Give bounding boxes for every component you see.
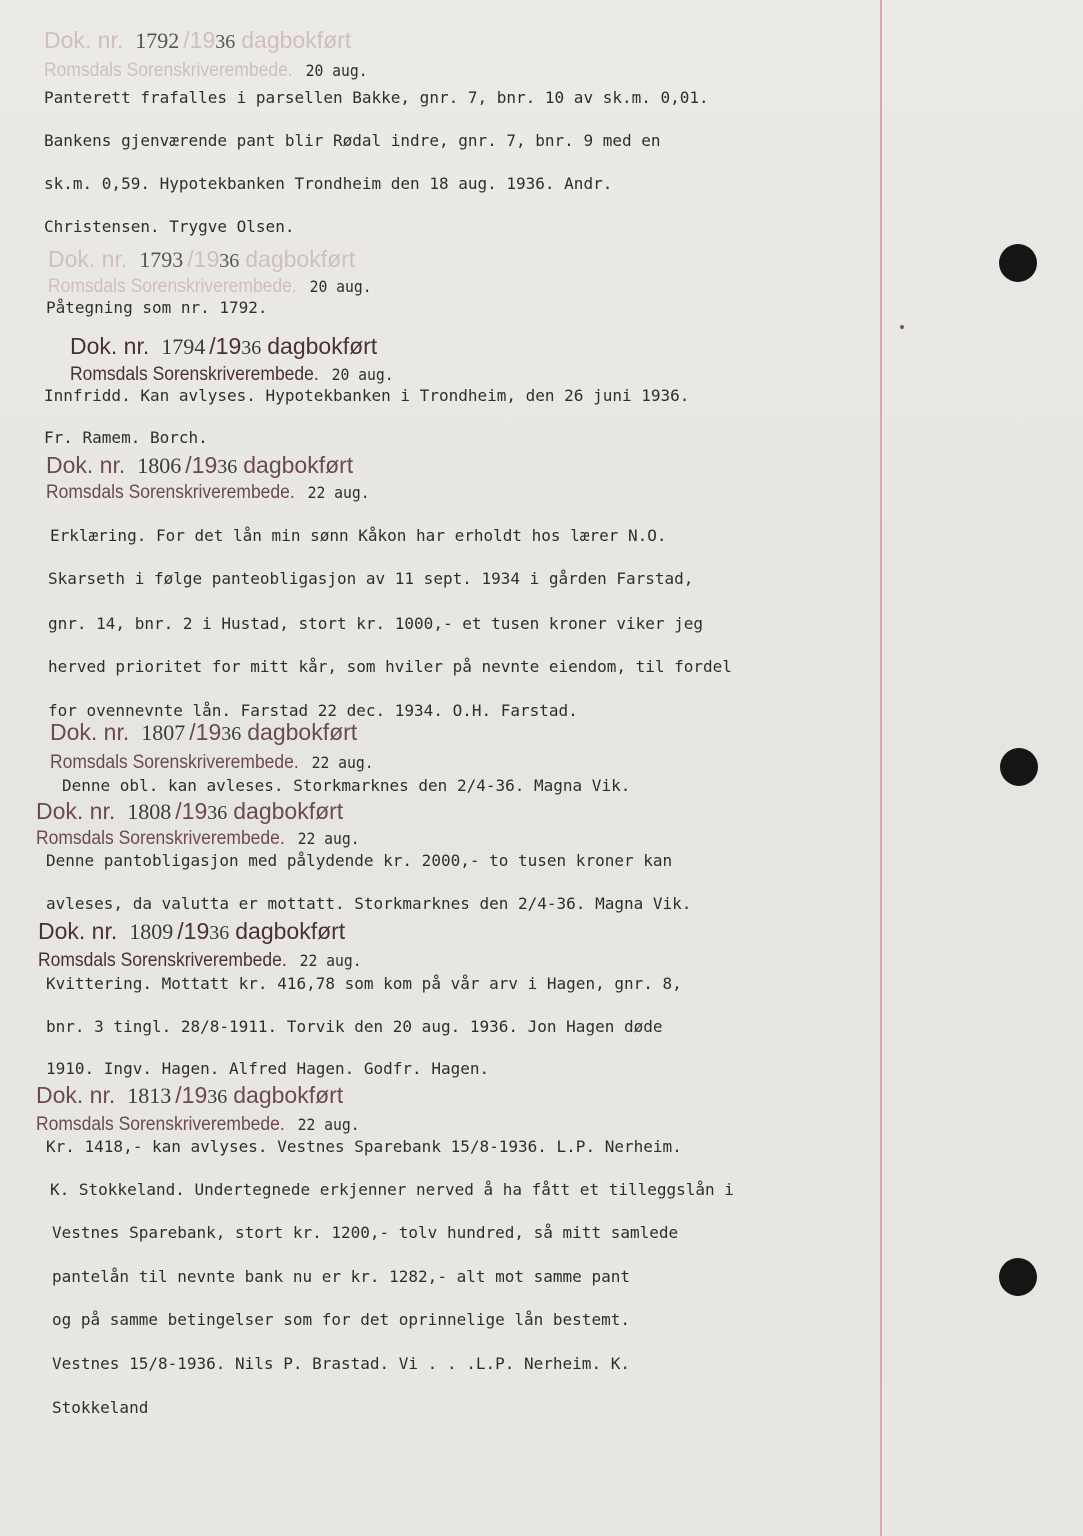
text-line: Denne obl. kan avleses. Storkmarknes den 2/4-36. Magna Vik. — [62, 776, 631, 795]
stamp-doc-nr: Dok. nr. 1808 /1936 dagbokført — [36, 798, 344, 824]
ink-dot — [900, 325, 904, 329]
stamp-doc-nr: Dok. nr. 1813 /1936 dagbokført — [36, 1082, 344, 1108]
text-line: Innfridd. Kan avlyses. Hypotekbanken i Trondheim, den 26 juni 1936. — [44, 386, 690, 405]
stamp-office: Romsdals Sorenskriverembede. 22 aug. — [36, 1114, 360, 1135]
text-line: Stokkeland — [52, 1398, 149, 1417]
text-line: for ovennevnte lån. Farstad 22 dec. 1934. O.H. Farstad. — [48, 701, 578, 720]
punch-hole — [1000, 748, 1038, 786]
stamp-doc-nr: Dok. nr. 1792 /1936 dagbokført — [44, 27, 352, 53]
stamp-office: Romsdals Sorenskriverembede. 20 aug. — [70, 364, 394, 385]
stamp-office: Romsdals Sorenskriverembede. 20 aug. — [44, 60, 368, 81]
text-line: sk.m. 0,59. Hypotekbanken Trondheim den 18 aug. 1936. Andr. — [44, 174, 613, 193]
text-line: Denne pantobligasjon med pålydende kr. 2000,- to tusen kroner kan — [46, 851, 673, 870]
stamp-doc-nr: Dok. nr. 1793 /1936 dagbokført — [48, 246, 356, 272]
text-line: Christensen. Trygve Olsen. — [44, 217, 295, 236]
stamp-doc-nr: Dok. nr. 1806 /1936 dagbokført — [46, 452, 354, 478]
stamp-doc-nr: Dok. nr. 1794 /1936 dagbokført — [70, 333, 378, 359]
text-line: Panterett frafalles i parsellen Bakke, gnr. 7, bnr. 10 av sk.m. 0,01. — [44, 88, 709, 107]
stamp-office: Romsdals Sorenskriverembede. 22 aug. — [46, 482, 370, 503]
stamp-office: Romsdals Sorenskriverembede. 22 aug. — [38, 950, 362, 971]
text-line: herved prioritet for mitt kår, som hviler på nevnte eiendom, til fordel — [48, 657, 732, 676]
text-line: avleses, da valutta er mottatt. Storkmarknes den 2/4-36. Magna Vik. — [46, 894, 692, 913]
text-line: 1910. Ingv. Hagen. Alfred Hagen. Godfr. Hagen. — [46, 1059, 490, 1078]
text-line: Vestnes 15/8-1936. Nils P. Brastad. Vi . . .L.P. Nerheim. K. — [52, 1354, 630, 1373]
text-line: Erklæring. For det lån min sønn Kåkon har erholdt hos lærer N.O. — [50, 526, 667, 545]
margin-rule — [880, 0, 882, 1536]
text-line: Kr. 1418,- kan avlyses. Vestnes Sparebank 15/8-1936. L.P. Nerheim. — [46, 1137, 682, 1156]
stamp-office: Romsdals Sorenskriverembede. 22 aug. — [36, 828, 360, 849]
stamp-office: Romsdals Sorenskriverembede. 22 aug. — [50, 752, 374, 773]
text-line: Fr. Ramem. Borch. — [44, 428, 208, 447]
text-line: bnr. 3 tingl. 28/8-1911. Torvik den 20 aug. 1936. Jon Hagen døde — [46, 1017, 663, 1036]
punch-hole — [999, 1258, 1037, 1296]
text-line: gnr. 14, bnr. 2 i Hustad, stort kr. 1000,- et tusen kroner viker jeg — [48, 614, 704, 633]
text-line: Påtegning som nr. 1792. — [46, 298, 268, 317]
text-line: pantelån til nevnte bank nu er kr. 1282,- alt mot samme pant — [52, 1267, 630, 1286]
stamp-doc-nr: Dok. nr. 1809 /1936 dagbokført — [38, 918, 346, 944]
punch-hole — [999, 244, 1037, 282]
text-line: Bankens gjenværende pant blir Rødal indre, gnr. 7, bnr. 9 med en — [44, 131, 661, 150]
text-line: Vestnes Sparebank, stort kr. 1200,- tolv hundred, så mitt samlede — [52, 1223, 679, 1242]
text-line: Skarseth i følge panteobligasjon av 11 sept. 1934 i gården Farstad, — [48, 569, 694, 588]
text-line: Kvittering. Mottatt kr. 416,78 som kom på vår arv i Hagen, gnr. 8, — [46, 974, 682, 993]
text-line: K. Stokkeland. Undertegnede erkjenner nerved å ha fått et tilleggslån i — [50, 1180, 734, 1199]
stamp-office: Romsdals Sorenskriverembede. 20 aug. — [48, 276, 372, 297]
stamp-doc-nr: Dok. nr. 1807 /1936 dagbokført — [50, 719, 358, 745]
text-line: og på samme betingelser som for det oprinnelige lån bestemt. — [52, 1310, 630, 1329]
